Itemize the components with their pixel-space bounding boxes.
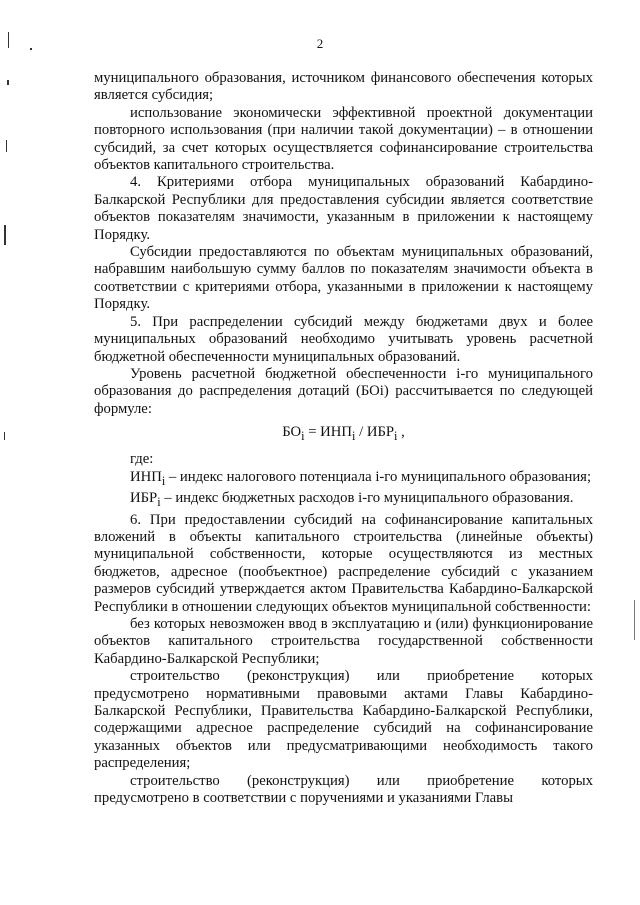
formula-mid-sub: i xyxy=(352,429,356,444)
formula-eq: = ИНП xyxy=(304,424,352,441)
formula xyxy=(94,424,593,445)
paragraph-budget-level: Уровень расчетной бюджетной обеспеченности i-го муниципального образования до распределения дотаций (БОi) рассчитывается по следующей формуле: xyxy=(94,365,593,417)
formula-rhs-sub: i xyxy=(394,429,398,444)
scan-artifact-left-mark xyxy=(7,80,9,85)
ibr-sub: i xyxy=(157,495,161,510)
formula-lhs-sub: i xyxy=(301,429,305,444)
paragraph-item-4: 4. Критериями отбора муниципальных образований Кабардино-Балкарской Республики для предоставления субсидии является соответствие объектов показателям значимости, указанным в приложении к настоящему Порядку. xyxy=(94,174,593,243)
formula-tail: , xyxy=(397,424,405,441)
where-label: где: xyxy=(130,451,154,468)
paragraph-item-6: 6. При предоставлении субсидий на софинансирование капитальных вложений в объекты капитального строительства (линейные объекты) муниципальной собственности, которые осуществляются из местных бюджетов, адресное (пообъектное) распределение субсидий с указанием размеров субсидий утверждается актом Правительства Кабардино-Балкарской Республики в отношении следующих объектов муниципальной собственности: xyxy=(94,511,593,615)
scan-artifact-right-edge xyxy=(634,600,635,640)
paragraph-instructions: строительство (реконструкция) или приобретение которых предусмотрено в соответствии с поручениями и указаниями Главы xyxy=(94,772,593,807)
scan-artifact-left-mid xyxy=(4,432,5,440)
formula-lhs: БО xyxy=(282,424,302,441)
paragraph-project-documentation: использование экономически эффективной проектной документации повторного использования (при наличии такой документации) – в отношении субсидий, за счет которых осуществляется софинансирование строительства объектов капитального строительства. xyxy=(94,104,593,174)
paragraph-continuation: муниципального образования, источником финансового обеспечения которых является субсидия; xyxy=(94,70,593,104)
paragraph-subsidies-provided: Субсидии предоставляются по объектам муниципальных образований, набравшим наибольшую сумму баллов по показателям значимости объекта в соответствии с критериями отбора, указанными в приложении к настоящему Порядку. xyxy=(94,244,593,313)
definition-ibr xyxy=(94,490,593,511)
ibr-symbol: ИБР xyxy=(130,490,158,507)
page-number: 2 xyxy=(316,36,324,51)
document-body xyxy=(94,70,593,807)
formula-div: / ИБР xyxy=(355,424,395,441)
ibr-text: – индекс бюджетных расходов i-го муниципального образования. xyxy=(160,490,574,507)
scan-artifact-left-line xyxy=(6,140,7,152)
scan-artifact-left-bar xyxy=(4,225,6,245)
paragraph-without-which: без которых невозможен ввод в эксплуатацию и (или) функционирование объектов капитального строительства государственной собственности Кабардино-Балкарской Республики; xyxy=(94,616,593,667)
definition-inp xyxy=(94,469,593,490)
inp-sub: i xyxy=(161,473,166,488)
paragraph-item-5: 5. При распределении субсидий между бюджетами двух и более муниципальных образований необходимо учитывать уровень расчетной бюджетной обеспеченности муниципальных образований. xyxy=(94,313,593,365)
paragraph-normative-acts: строительство (реконструкция) или приобретение которых предусмотрено нормативными правовыми актами Главы Кабардино-Балкарской Республики, Правительства Кабардино-Балкарской Республики, содержащими адресное распределение субсидий на софинансирование указанных объектов или предусматривающими необходимость такого распределения; xyxy=(94,668,593,772)
inp-symbol: ИНП xyxy=(130,468,162,485)
inp-text: – индекс налогового потенциала i-го муниципального образования; xyxy=(165,468,592,485)
